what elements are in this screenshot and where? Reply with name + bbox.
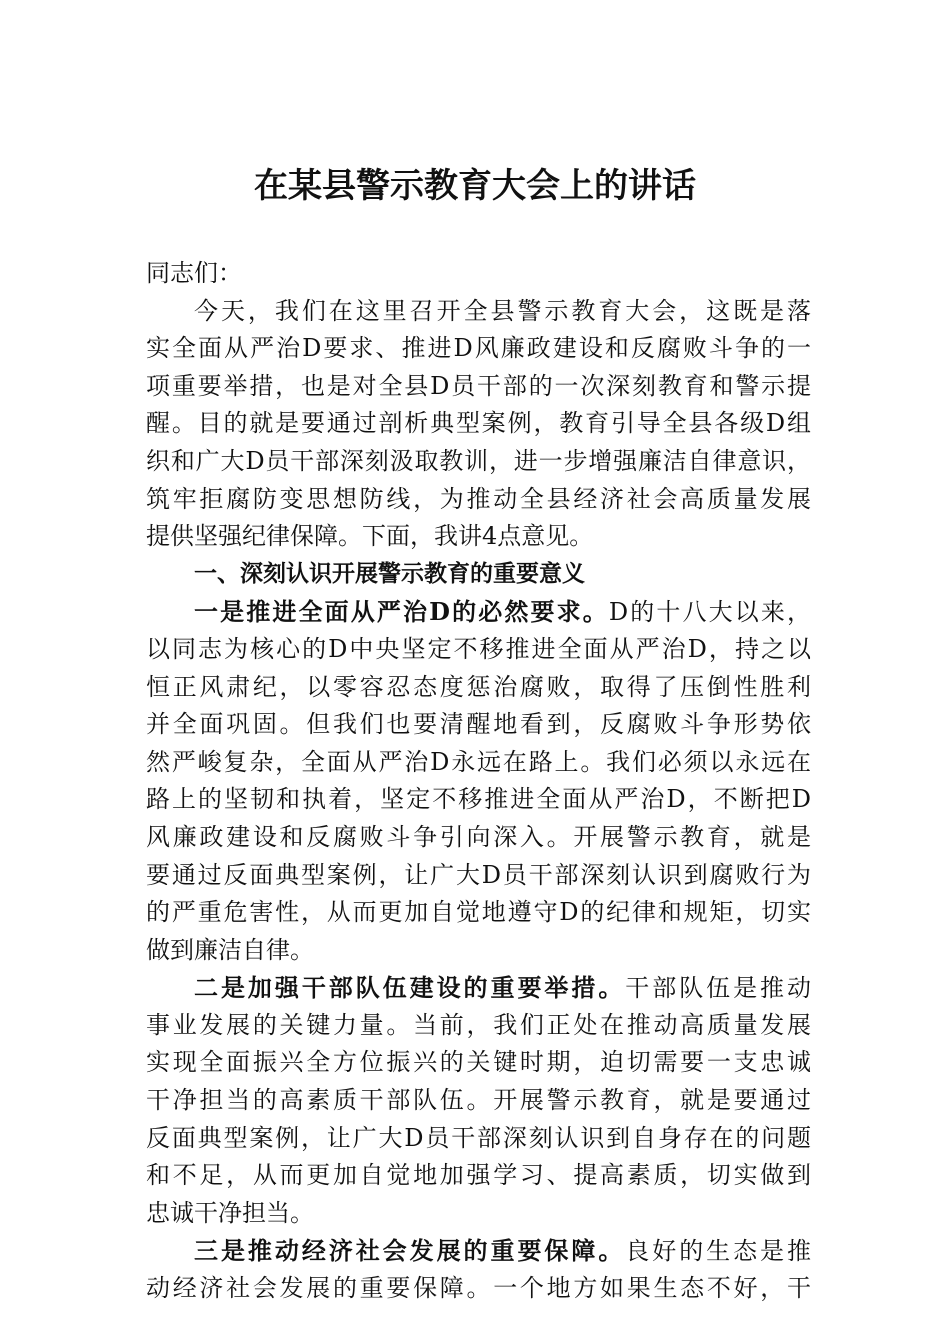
paragraph-line: 织和广大D员干部深刻汲取教训，进一步增强廉洁自律意识， (146, 446, 811, 475)
salutation: 同志们： (146, 259, 242, 287)
paragraph-line: 恒正风肃纪，以零容忍态度惩治腐败，取得了压倒性胜利 (146, 672, 811, 701)
paragraph-line: 动经济社会发展的重要保障。一个地方如果生态不好，干 (146, 1274, 811, 1303)
paragraph-line: 干净担当的高素质干部队伍。开展警示教育，就是要通过 (146, 1086, 811, 1115)
paragraph-line: 事业发展的关键力量。当前，我们正处在推动高质量发展 (146, 1010, 811, 1039)
paragraph-line: 反面典型案例，让广大D员干部深刻认识到自身存在的问题 (146, 1123, 811, 1152)
paragraph-line: 并全面巩固。但我们也要清醒地看到，反腐败斗争形势依 (146, 710, 811, 739)
paragraph-line: 二是加强干部队伍建设的重要举措。干部队伍是推动 (194, 973, 812, 1003)
paragraph-line: 要通过反面典型案例，让广大D员干部深刻认识到腐败行为 (146, 860, 811, 889)
paragraph-line: 提供坚强纪律保障。下面，我讲4点意见。 (146, 522, 594, 551)
point-lead: 一是推进全面从严治D的必然要求。 (194, 597, 609, 627)
paragraph-line: 以同志为核心的D中央坚定不移推进全面从严治D，持之以 (146, 634, 811, 663)
paragraph-line: 的严重危害性，从而更加自觉地遵守D的纪律和规矩，切实 (146, 898, 811, 927)
paragraph-line: 一是推进全面从严治D的必然要求。D的十八大以来， (194, 597, 811, 627)
paragraph-line: 和不足，从而更加自觉地加强学习、提高素质，切实做到 (146, 1161, 811, 1190)
paragraph-line: 项重要举措，也是对全县D员干部的一次深刻教育和警示提 (146, 371, 811, 400)
paragraph-line: 忠诚干净担当。 (146, 1198, 314, 1227)
paragraph-line: 路上的坚韧和执着，坚定不移推进全面从严治D，不断把D (146, 785, 811, 814)
paragraph-line: 筑牢拒腐防变思想防线，为推动全县经济社会高质量发展 (146, 484, 811, 513)
paragraph-line: 今天，我们在这里召开全县警示教育大会，这既是落 (194, 296, 811, 325)
section-heading: 一、深刻认识开展警示教育的重要意义 (194, 560, 585, 587)
point-lead: 三是推动经济社会发展的重要保障。 (194, 1236, 626, 1266)
paragraph-line: 实全面从严治D要求、推进D风廉政建设和反腐败斗争的一 (146, 334, 811, 363)
paragraph-line: 实现全面振兴全方位振兴的关键时期，迫切需要一支忠诚 (146, 1048, 811, 1077)
paragraph-line: 做到廉洁自律。 (146, 935, 314, 964)
paragraph-line: 然严峻复杂，全面从严治D永远在路上。我们必须以永远在 (146, 747, 811, 776)
document-title: 在某县警示教育大会上的讲话 (254, 166, 696, 206)
paragraph-line: 三是推动经济社会发展的重要保障。良好的生态是推 (194, 1236, 812, 1266)
paragraph-line: 风廉政建设和反腐败斗争引向深入。开展警示教育，就是 (146, 822, 811, 851)
point-lead: 二是加强干部队伍建设的重要举措。 (194, 973, 626, 1003)
document-body (146, 255, 811, 1308)
paragraph-line: 醒。目的就是要通过剖析典型案例，教育引导全县各级D组 (146, 409, 811, 438)
